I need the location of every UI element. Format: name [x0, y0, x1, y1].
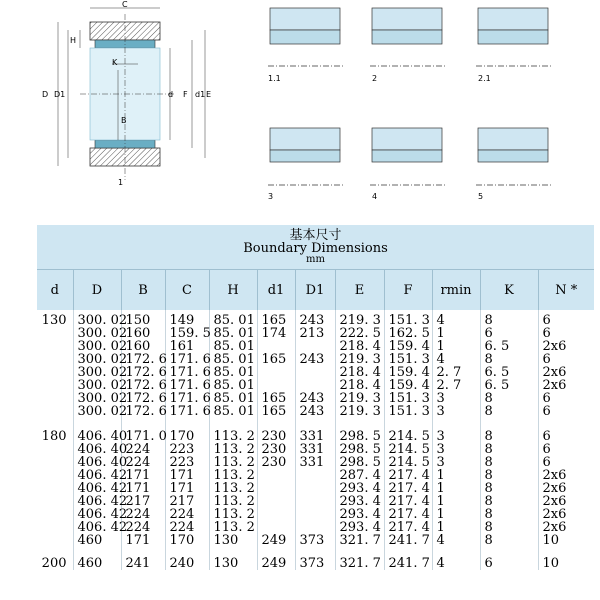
- cell-E: 321. 7: [335, 547, 384, 570]
- cell-B: 150 160 160 172. 6 172. 6 172. 6 172. 6 172. 6: [121, 310, 165, 418]
- cell-H: 130: [209, 547, 257, 570]
- table-unit: mm: [306, 254, 325, 265]
- cell-C: 240: [165, 547, 209, 570]
- cell-D: 460: [73, 547, 121, 570]
- cell-D1: 331 331 331 373: [295, 418, 335, 547]
- cell-D1: 373: [295, 547, 335, 570]
- header-H: H: [209, 270, 257, 311]
- cell-K: 8 8 8 8 8 8 8 8 8: [480, 418, 538, 547]
- cell-d1: 249: [257, 547, 295, 570]
- label-d-outer: D: [42, 90, 49, 99]
- header-E: E: [335, 270, 384, 311]
- table-title-cn: 基本尺寸: [289, 228, 342, 243]
- cell-d: 180: [41, 429, 67, 444]
- dimensions-table: [37, 225, 594, 570]
- cell-D: 300. 02 300. 02 300. 02 300. 02 300. 02 300. 02 300. 02 300. 02: [73, 310, 121, 418]
- header-D: D: [73, 270, 121, 311]
- cell-d1: 230 230 230 249: [257, 418, 295, 547]
- label-h: H: [70, 36, 77, 45]
- table-row-group-130: [37, 310, 594, 418]
- header-B: B: [121, 270, 165, 311]
- cell-rmin: 4: [432, 547, 480, 570]
- table-title: [37, 225, 594, 270]
- table-title-en: Boundary Dimensions: [243, 241, 388, 256]
- variant-label-1-1: 1.1: [268, 74, 281, 83]
- variant-sketches: [268, 8, 552, 185]
- header-row: [37, 270, 594, 311]
- cell-D1: 243 213 243 243 243: [295, 310, 335, 418]
- header-d1: d1: [257, 270, 295, 311]
- label-d-inner: d: [168, 90, 174, 99]
- cell-H: 113. 2 113. 2 113. 2 113. 2 113. 2 113. 2 113. 2 113. 2 130: [209, 418, 257, 547]
- label-figure-1: 1: [118, 178, 124, 187]
- cell-F: 214. 5 214. 5 214. 5 217. 4 217. 4 217. 4 217. 4 217. 4 241. 7: [384, 418, 432, 547]
- bearing-drawings-svg: [0, 0, 600, 225]
- variant-label-2: 2: [372, 74, 378, 83]
- header-F: F: [384, 270, 432, 311]
- cell-E: 219. 3 222. 5 218. 4 219. 3 218. 4 218. 4 219. 3 219. 3: [335, 310, 384, 418]
- cell-C: 170 223 223 171 171 217 224 224 170: [165, 418, 209, 547]
- cell-C: 149 159. 5 161 171. 6 171. 6 171. 6 171. 6 171. 6: [165, 310, 209, 418]
- cell-B: 241: [121, 547, 165, 570]
- variant-label-4: 4: [372, 192, 378, 201]
- cell-F: 241. 7: [384, 547, 432, 570]
- header-D1: D1: [295, 270, 335, 311]
- label-c: C: [122, 0, 128, 9]
- cell-F: 151. 3 162. 5 159. 4 151. 3 159. 4 159. 4 151. 3 151. 3: [384, 310, 432, 418]
- table-row-group-200: [37, 547, 594, 570]
- cell-N: 6 6 6 2x6 2x6 2x6 2x6 2x6 10: [538, 418, 594, 547]
- variant-label-3: 3: [268, 192, 274, 201]
- header-C: C: [165, 270, 209, 311]
- cell-d: 130: [41, 313, 67, 328]
- header-N: N *: [538, 270, 594, 311]
- cell-rmin: 3 3 3 1 1 1 1 1 4: [432, 418, 480, 547]
- label-f: F: [183, 90, 188, 99]
- cell-N: 6 6 2x6 6 2x6 2x6 6 6: [538, 310, 594, 418]
- cell-d1: 165 174 165 165 165: [257, 310, 295, 418]
- label-e: E: [206, 90, 212, 99]
- cell-rmin: 4 1 1 4 2. 7 2. 7 3 3: [432, 310, 480, 418]
- cell-D: 406. 40 406. 40 406. 40 406. 42 406. 42 406. 42 406. 42 406. 42 460: [73, 418, 121, 547]
- label-b: B: [121, 116, 127, 125]
- header-K: K: [480, 270, 538, 311]
- header-d: d: [37, 270, 73, 311]
- cell-E: 298. 5 298. 5 298. 5 287. 4 293. 4 293. 4 293. 4 293. 4 321. 7: [335, 418, 384, 547]
- cell-B: 171. 0 224 224 171 171 217 224 224 171: [121, 418, 165, 547]
- cell-K: 8 6 6. 5 8 6. 5 6. 5 8 8: [480, 310, 538, 418]
- table-row-group-180: [37, 418, 594, 547]
- header-rmin: rmin: [432, 270, 480, 311]
- dimensions-table-wrap: [37, 225, 594, 600]
- variant-label-2-1: 2.1: [478, 74, 491, 83]
- cell-N: 10: [538, 547, 594, 570]
- cell-K: 6: [480, 547, 538, 570]
- label-d1-inner: d1: [195, 90, 206, 99]
- variant-label-5: 5: [478, 192, 484, 201]
- label-k: K: [112, 58, 118, 67]
- label-d1-outer: D1: [54, 90, 66, 99]
- cell-d: 200: [41, 556, 67, 571]
- bearing-drawings: [0, 0, 600, 225]
- cell-H: 85. 01 85. 01 85. 01 85. 01 85. 01 85. 01 85. 01 85. 01: [209, 310, 257, 418]
